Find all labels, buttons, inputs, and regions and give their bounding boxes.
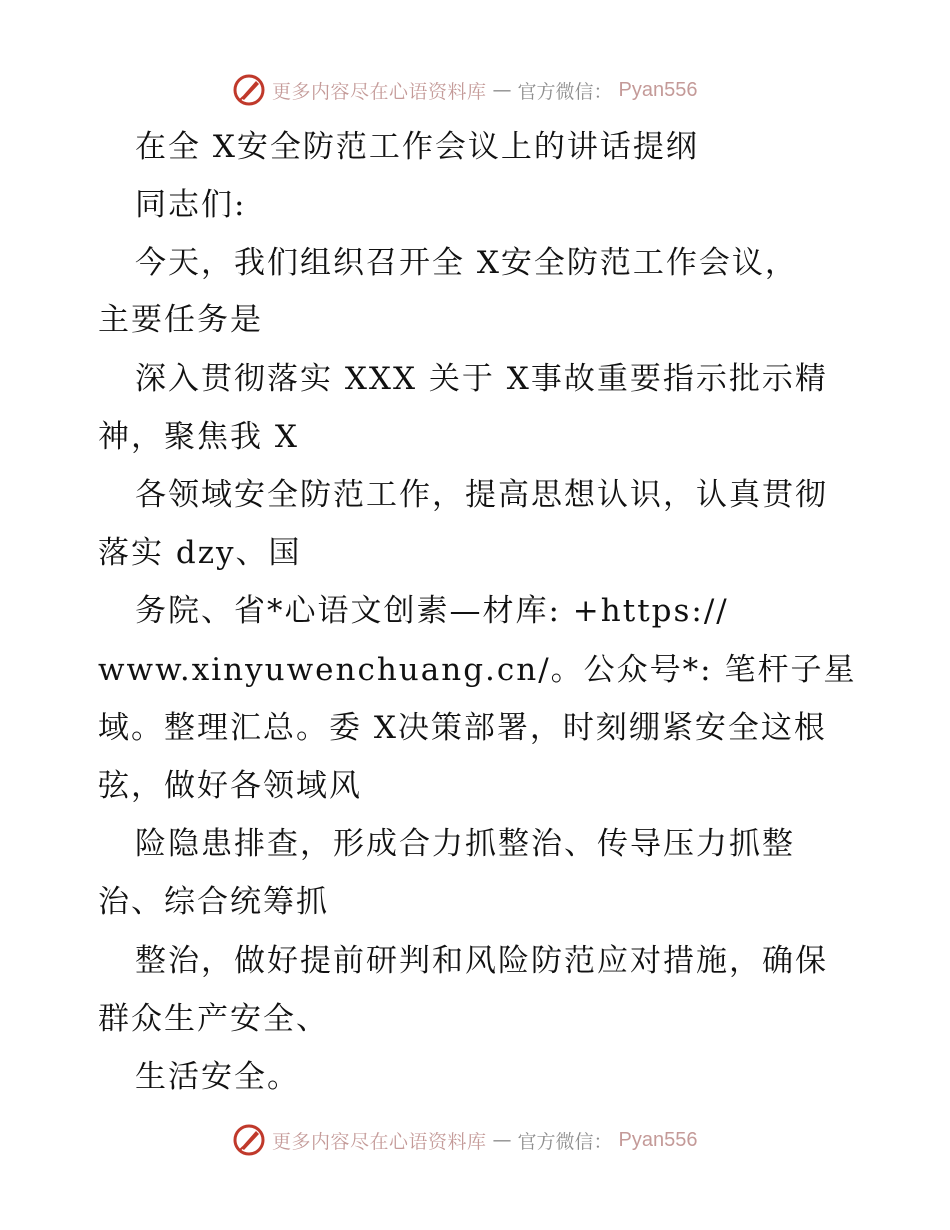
banner-text: 更多内容尽在心语资料库 [272, 1130, 487, 1153]
banner-dash: — [492, 79, 512, 101]
doc-line: 弦，做好各领域风 [98, 768, 362, 804]
doc-line: 险隐患排查，形成合力抓整治、传导压力抓整 [135, 826, 795, 862]
quill-logo-icon [232, 73, 266, 107]
doc-line: 整治，做好提前研判和风险防范应对措施，确保 [135, 943, 828, 979]
banner-dash: — [492, 1129, 512, 1151]
doc-title: 在全 X安全防范工作会议上的讲话提纲 [135, 129, 699, 165]
banner-wechat-label: 官方微信： [517, 1130, 613, 1153]
doc-line: www.xinyuwenchuang.cn/。公众号*: 笔杆子星 [98, 652, 857, 688]
doc-line: 主要任务是 [98, 302, 263, 338]
doc-line: 生活安全。 [135, 1059, 300, 1095]
header-banner [232, 70, 698, 110]
footer-banner [232, 1120, 698, 1160]
doc-line: 深入贯彻落实 XXX 关于 X事故重要指示批示精 [135, 361, 828, 397]
banner-wechat-id: Pyan556 [618, 1128, 698, 1151]
doc-line: 同志们: [135, 187, 247, 223]
banner-wechat-id: Pyan556 [618, 78, 698, 101]
banner-wechat-label: 官方微信： [517, 80, 613, 103]
doc-line: 神，聚焦我 X [98, 419, 299, 455]
doc-line: 落实 dzy、国 [98, 535, 302, 571]
banner-text: 更多内容尽在心语资料库 [272, 80, 487, 103]
quill-logo-icon [232, 1123, 266, 1157]
doc-line: 治、综合统筹抓 [98, 884, 329, 920]
doc-line: 务院、省*心语文创素—材库: +https:// [135, 593, 729, 629]
doc-line: 域。整理汇总。委 X决策部署，时刻绷紧安全这根 [98, 710, 827, 746]
doc-line: 群众生产安全、 [98, 1001, 329, 1037]
doc-line: 各领域安全防范工作，提高思想认识，认真贯彻 [135, 477, 828, 513]
doc-line: 今天，我们组织召开全 X安全防范工作会议， [135, 245, 798, 281]
